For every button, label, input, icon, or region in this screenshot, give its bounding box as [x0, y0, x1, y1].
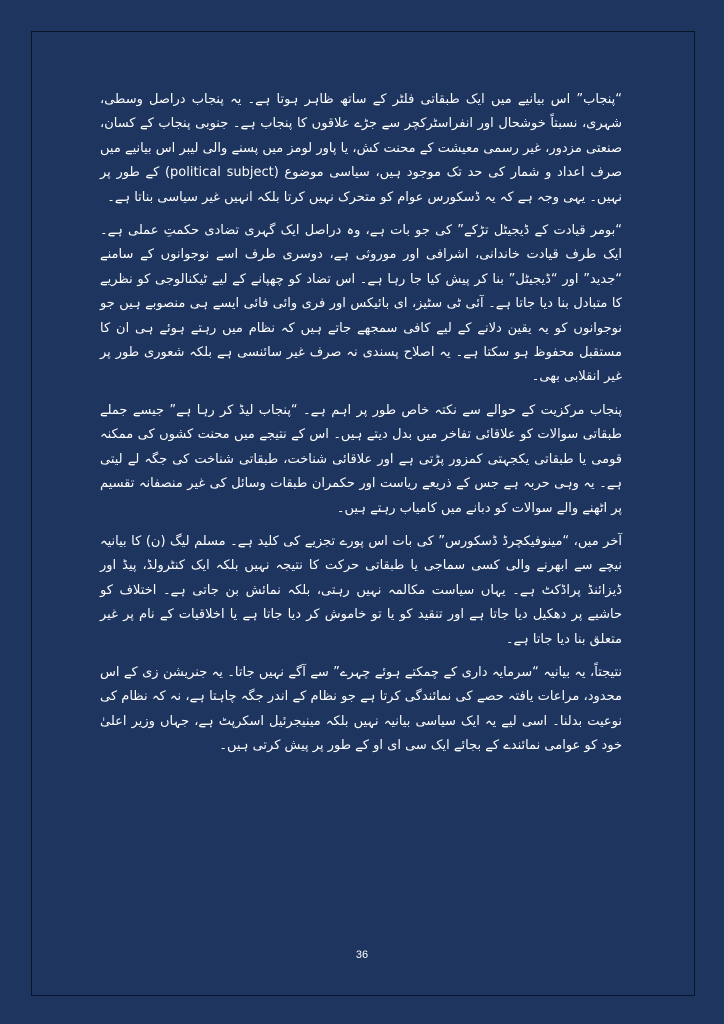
paragraph-boomer-leadership: “بومر قیادت کے ڈیجیٹل تڑکے” کی جو بات ہے، وہ دراصل ایک گہری تضادی حکمتِ عملی ہے۔ ایک طرف قیادت خاندانی، اشرافی اور موروثی ہے، دوسری طرف اسے نوجوانوں کے سامنے “جدید” اور “ڈیجیٹل” بنا کر پیش کیا جا رہا ہے۔ اس تضاد کو چھپانے کے لیے ٹیکنالوجی کو نظریے کا متبادل بنا دیا جاتا ہے۔ آئی ٹی سٹیز، ای بائیکس اور فری وائی فائی ایسے ہی منصوبے ہیں جو نوجوانوں کو یہ یقین دلانے کے لیے کافی سمجھے جاتے ہیں کہ نظام میں رہتے ہوئے ہی ان کا مستقبل محفوظ ہو سکتا ہے۔ یہ اصلاح پسندی نہ صرف غیر سائنسی ہے بلکہ شعوری طور پر غیر انقلابی بھی۔: [100, 223, 622, 385]
page-number: 36: [355, 949, 369, 961]
article-body: [100, 88, 622, 768]
paragraph-conclusion: نتیجتاً، یہ بیانیہ “سرمایہ داری کے چمکتے ہوئے چہرے” سے آگے نہیں جاتا۔ یہ جنریشن زی کے اس محدود، مراعات یافتہ حصے کی نمائندگی کرتا ہے جو نظام کے اندر جگہ چاہتا ہے، نہ کہ نظام کی نوعیت بدلنا۔ اسی لیے یہ ایک سیاسی بیانیہ نہیں بلکہ مینیجرئیل اسکرپٹ ہے، جہاں وزیر اعلیٰ خود کو عوامی نمائندے کے بجائے ایک سی ای او کے طور پر پیش کرتی ہیں۔: [100, 664, 622, 754]
paragraph-punjab-filter: “پنجاب” اس بیانیے میں ایک طبقاتی فلٹر کے ساتھ ظاہر ہوتا ہے۔ یہ پنجاب دراصل وسطی، شہری، نسبتاً خوشحال اور انفراسٹرکچر سے جڑے علاقوں کا پنجاب ہے۔ جنوبی پنجاب کے کسان، صنعتی مزدور، غیر رسمی معیشت کے محنت کش، یا پاور لومز میں پسنے والی لیبر اس بیانیے میں صرف اعداد و شمار کی حد تک موجود ہیں، سیاسی موضوع (political subject) کے طور پر نہیں۔ یہی وجہ ہے کہ یہ ڈسکورس عوام کو متحرک نہیں کرتا بلکہ انہیں غیر سیاسی بناتا ہے۔: [100, 92, 623, 205]
paragraph-manufactured-discourse: آخر میں، “مینوفیکچرڈ ڈسکورس” کی بات اس پورے تجزیے کی کلید ہے۔ مسلم لیگ (ن) کا بیانیہ نیچے سے ابھرنے والی کسی سماجی یا طبقاتی حرکت کا نتیجہ نہیں بلکہ ایک کنٹرولڈ، پیڈ اور ڈیزائنڈ پراڈکٹ ہے۔ یہاں سیاست مکالمہ نہیں رہتی، بلکہ نمائش بن جاتی ہے۔ اختلاف کو حاشیے پر دھکیل دیا جاتا ہے اور تنقید کو یا تو خاموش کر دیا جاتا ہے یا اخلاقیات کے نام پر غیر متعلق بنا دیا جاتا ہے۔: [100, 533, 622, 647]
paragraph-punjab-centrality: پنجاب مرکزیت کے حوالے سے نکتہ خاص طور پر اہم ہے۔ “پنجاب لیڈ کر رہا ہے” جیسے جملے طبقاتی سوالات کو علاقائی تفاخر میں بدل دیتے ہیں۔ اس کے نتیجے میں محنت کشوں کی ممکنہ قومی یا طبقاتی یکجہتی کمزور پڑتی ہے اور علاقائی شناخت، طبقاتی شناخت کی جگہ لے لیتی ہے۔ یہ وہی حربہ ہے جس کے ذریعے ریاست اور حکمران طبقات وسائل کی غیر منصفانہ تقسیم پر اٹھنے والے سوالات کو دبانے میں کامیاب رہتے ہیں۔: [100, 402, 622, 516]
